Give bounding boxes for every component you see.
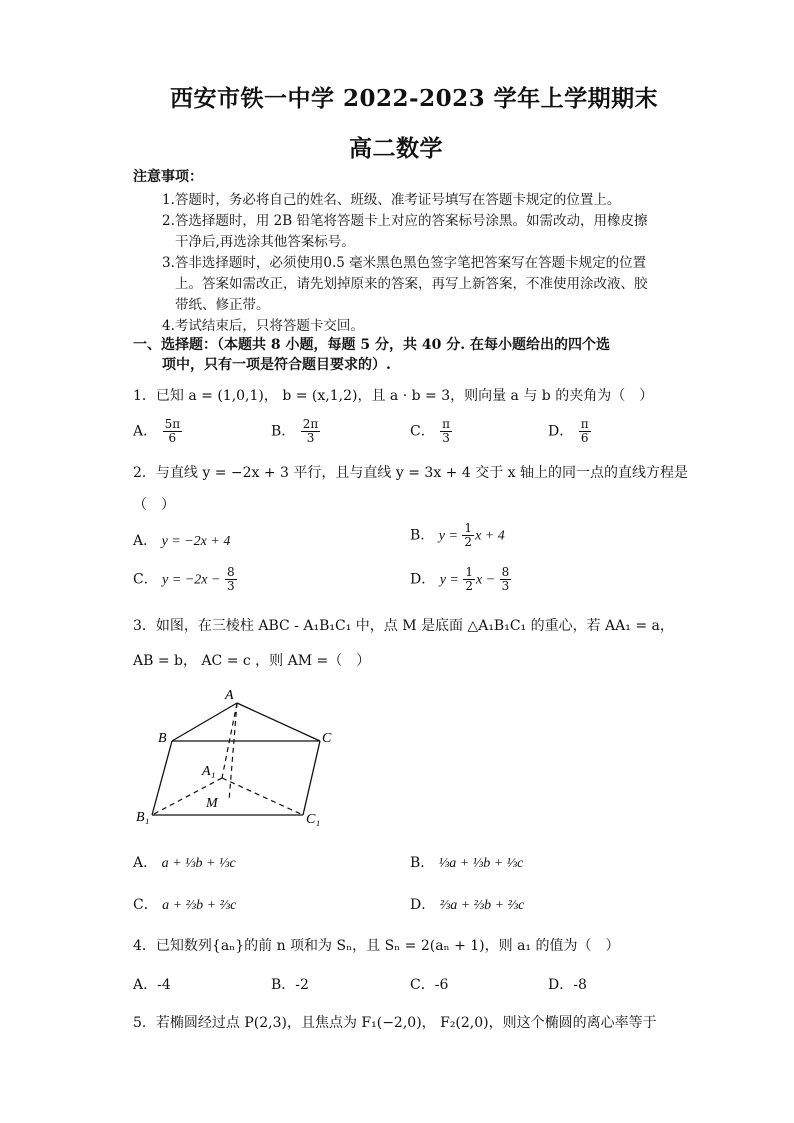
den: 3 bbox=[306, 431, 315, 445]
edge-BB1 bbox=[152, 741, 172, 815]
page-subtitle: 高二数学 bbox=[349, 135, 443, 162]
num: 2π bbox=[302, 417, 319, 431]
notice-item-4: 4.考试结束后，只将答题卡交回。 bbox=[162, 318, 364, 334]
q4-stem: 4．已知数列{aₙ}的前 n 项和为 Sₙ，且 Sₙ = 2(aₙ + 1)，则 a₁ 的值为（ ） bbox=[133, 938, 620, 954]
q1-option-b bbox=[271, 418, 321, 445]
den: 3 bbox=[226, 579, 235, 593]
label-C1: C₁ bbox=[306, 812, 321, 827]
edge-AB bbox=[172, 703, 237, 741]
edge-AC bbox=[237, 703, 320, 741]
frac2 bbox=[500, 566, 512, 593]
q4-option-c: C．-6 bbox=[410, 977, 449, 993]
notice-item-2-cont: 干净后,再选涂其他答案标号。 bbox=[175, 234, 355, 250]
den: 2 bbox=[464, 535, 473, 549]
q2-option-c-label: C． bbox=[133, 571, 158, 588]
q1-option-b-frac bbox=[301, 418, 321, 445]
q1-option-a bbox=[133, 418, 183, 445]
num: 8 bbox=[226, 565, 235, 579]
q3-option-d bbox=[410, 894, 524, 914]
notice-item-3-cont2: 带纸、修正带。 bbox=[175, 297, 270, 313]
den: 3 bbox=[442, 431, 450, 445]
q3-option-a-expr: a + ⅓b + ⅓c bbox=[161, 856, 236, 871]
q2-option-d-label: D． bbox=[410, 571, 436, 588]
den: 2 bbox=[465, 579, 473, 593]
edge-A1C1 bbox=[222, 778, 303, 815]
frac bbox=[463, 566, 475, 593]
q2-stem: 2．与直线 y = −2x + 3 平行，且与直线 y = 3x + 4 交于 x 轴上的同一点的直线方程是 bbox=[133, 465, 688, 481]
notice-item-3-cont1: 上。答案如需改正，请先划掉原来的答案，再写上新答案，不准使用涂改液、胶 bbox=[175, 276, 648, 292]
label-B1: B₁ bbox=[136, 810, 150, 825]
q2-option-a bbox=[133, 530, 230, 550]
pre: y = bbox=[438, 528, 462, 544]
q3-option-c-expr: a + ⅔b + ⅔c bbox=[162, 898, 237, 913]
pre: y = −2x − bbox=[162, 572, 224, 588]
q3-option-b-expr: ⅓a + ⅓b + ⅓c bbox=[438, 856, 524, 871]
notice-item-2: 2.答选择题时，用 2B 铅笔将答题卡上对应的答案标号涂黑。如需改动，用橡皮擦 bbox=[162, 213, 648, 229]
q1-stem: 1．已知 a = (1,0,1)， b = (x,1,2)，且 a · b = 3，则向量 a 与 b 的夹角为（ ） bbox=[133, 388, 654, 404]
den: 3 bbox=[501, 579, 510, 593]
q1-option-c-frac bbox=[440, 418, 452, 445]
q2-option-b-label: B． bbox=[410, 527, 435, 544]
q4-option-a: A．-4 bbox=[133, 977, 171, 993]
num: π bbox=[580, 417, 589, 431]
q3-option-c-label: C． bbox=[133, 897, 158, 913]
q3-option-a bbox=[133, 852, 236, 872]
frac bbox=[462, 522, 474, 549]
section-heading-line2: 项中，只有一项是符合题目要求的）. bbox=[162, 357, 391, 373]
q1-option-b-label: B． bbox=[271, 423, 296, 440]
q1-option-d-label: D． bbox=[548, 423, 574, 440]
q3-option-b bbox=[410, 852, 523, 872]
q3-option-b-label: B． bbox=[410, 855, 435, 871]
q1-option-a-label: A． bbox=[133, 423, 158, 440]
den: 6 bbox=[168, 431, 177, 445]
q4-option-b: B．-2 bbox=[271, 977, 309, 993]
q1-option-c-label: C． bbox=[410, 423, 435, 440]
den: 6 bbox=[580, 431, 589, 445]
q2-paren: （ ） bbox=[133, 497, 175, 513]
q1-option-d-frac bbox=[579, 418, 591, 445]
q3-line1: 3．如图，在三棱柱 ABC - A₁B₁C₁ 中，点 M 是底面 △A₁B₁C₁ 的重心，若 AA₁ = a， bbox=[133, 618, 674, 634]
mid: x − bbox=[476, 572, 499, 588]
num: 8 bbox=[501, 565, 510, 579]
q1-option-d bbox=[548, 418, 592, 445]
q2-option-d bbox=[410, 566, 512, 593]
q2-option-b bbox=[410, 522, 505, 549]
q1-option-a-frac bbox=[163, 418, 183, 445]
prism-figure bbox=[130, 683, 350, 828]
post: x + 4 bbox=[475, 528, 505, 544]
q3-option-c bbox=[133, 894, 236, 914]
num: 1 bbox=[464, 521, 473, 535]
q2-option-a-expr: y = −2x + 4 bbox=[161, 534, 231, 549]
label-A1: A₁ bbox=[202, 764, 216, 779]
q4-option-d: D．-8 bbox=[548, 977, 587, 993]
edge-CC1 bbox=[303, 741, 320, 815]
q3-line2: AB = b， AC = c ，则 AM =（ ） bbox=[133, 653, 371, 669]
page-title: 西安市铁一中学 2022-2023 学年上学期期末 bbox=[170, 85, 659, 112]
notice-item-1: 1.答题时，务必将自己的姓名、班级、准考证号填写在答题卡规定的位置上。 bbox=[162, 192, 621, 208]
num: π bbox=[442, 417, 451, 431]
label-C: C bbox=[322, 731, 332, 746]
label-A: A bbox=[225, 688, 234, 703]
q3-option-d-label: D． bbox=[410, 897, 436, 913]
q1-option-c bbox=[410, 418, 453, 445]
edge-AM bbox=[229, 703, 237, 801]
notice-item-3: 3.答非选择题时，必须使用0.5 毫米黑色黑色签字笔把答案写在答题卡规定的位置 bbox=[162, 255, 647, 271]
q3-option-a-label: A． bbox=[133, 855, 158, 871]
q3-option-d-expr: ⅔a + ⅔b + ⅔c bbox=[439, 898, 525, 913]
label-B: B bbox=[158, 731, 167, 746]
section-heading-line1: 一、选择题：（本题共 8 小题，每题 5 分，共 40 分. 在每小题给出的四个选 bbox=[133, 337, 610, 353]
q2-option-a-label: A． bbox=[133, 533, 158, 549]
frac bbox=[225, 566, 237, 593]
notice-heading: 注意事项： bbox=[133, 169, 203, 185]
label-M: M bbox=[206, 796, 218, 811]
pre: y = bbox=[439, 572, 463, 588]
q2-option-c bbox=[133, 566, 238, 593]
num: 1 bbox=[465, 565, 473, 579]
num: 5π bbox=[164, 417, 181, 431]
q5-stem: 5．若椭圆经过点 P(2,3)，且焦点为 F₁(−2,0)， F₂(2,0)，则这个椭圆的离心率等于 bbox=[133, 1015, 657, 1031]
